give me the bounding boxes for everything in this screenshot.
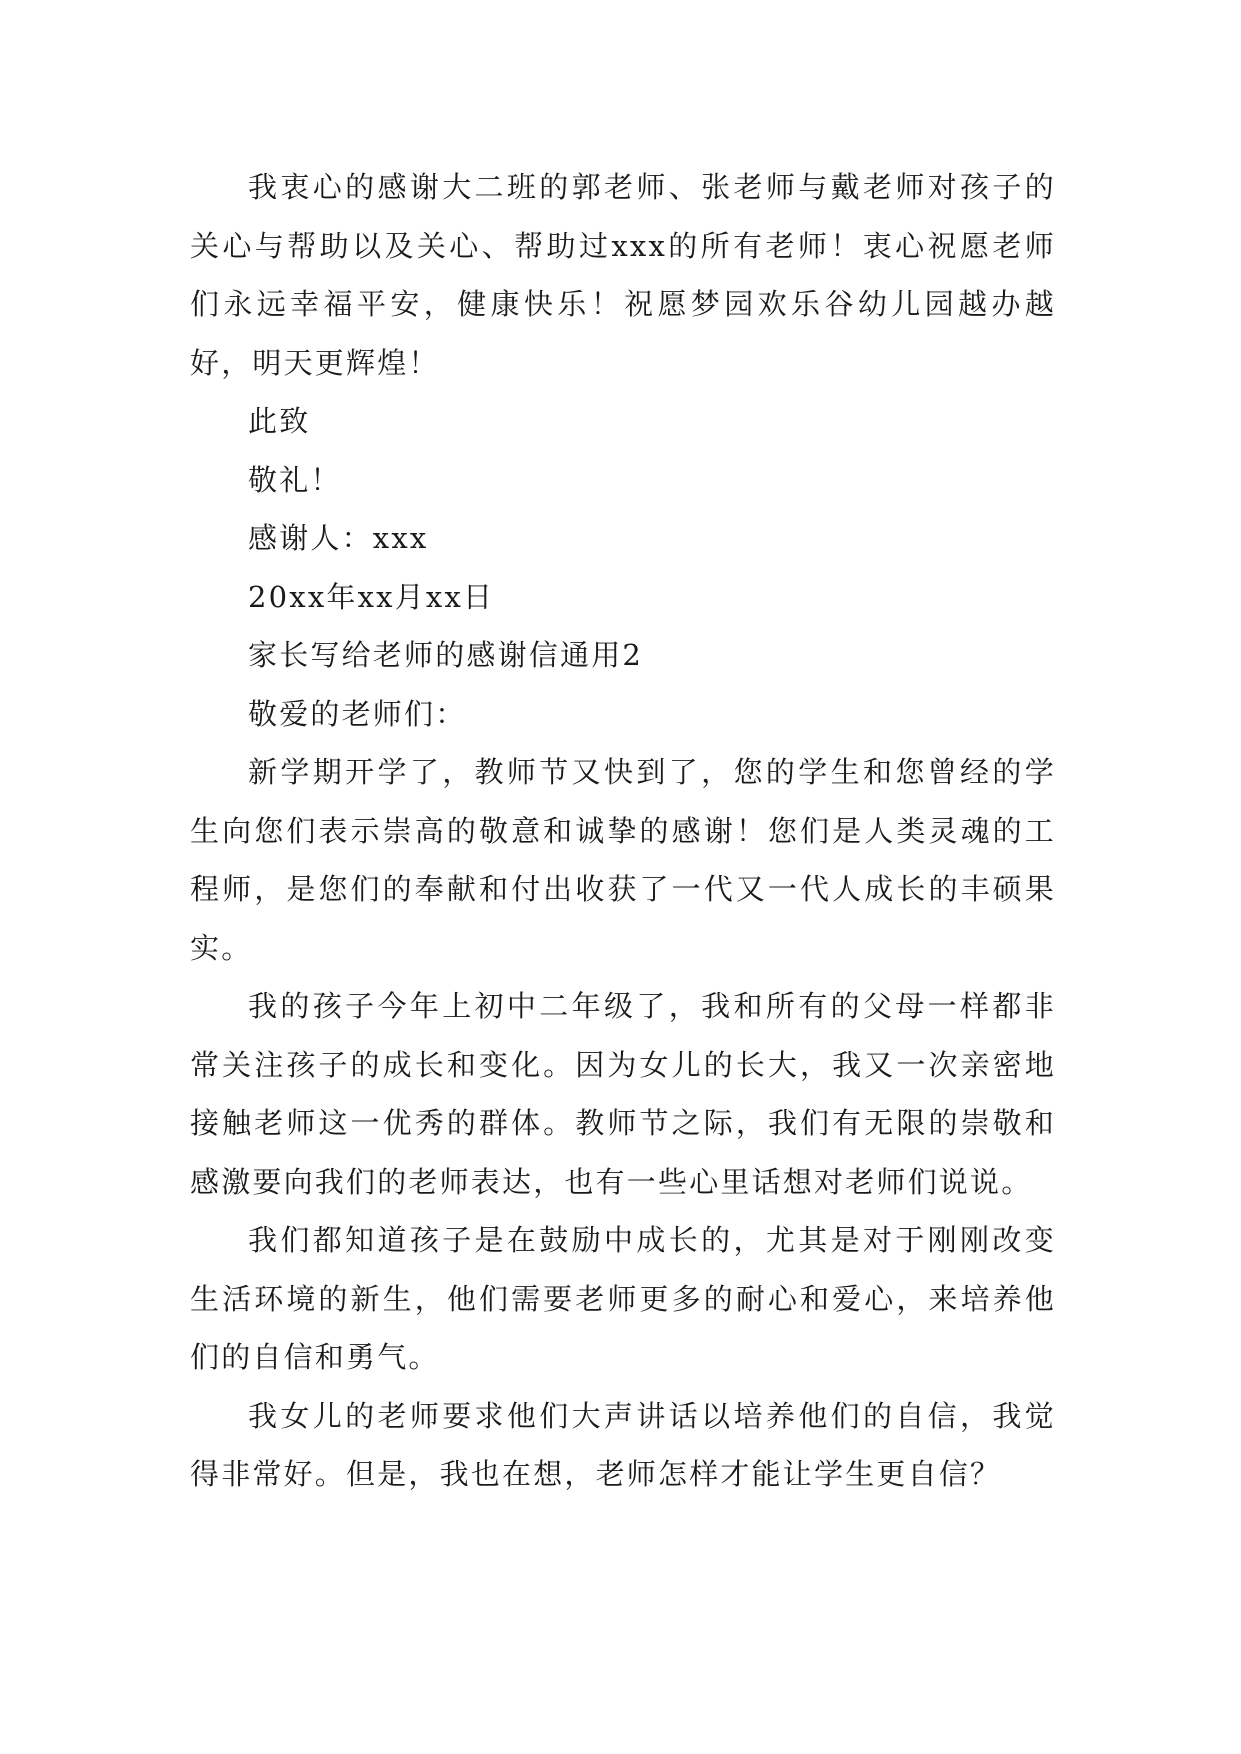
section-title: 家长写给老师的感谢信通用2 xyxy=(248,638,644,672)
closing-jingli: 敬礼！ xyxy=(248,462,342,497)
date-line: 20xx年xx月xx日 xyxy=(248,579,495,614)
salutation: 敬爱的老师们： xyxy=(248,696,467,731)
paragraph-encouragement: 我们都知道孩子是在鼓励中成长的，尤其是对于刚刚改变生活环境的新生，他们需要老师更多的耐心和爱心，来培养他们的自信和勇气。 xyxy=(190,1223,1056,1374)
paragraph-new-term: 新学期开学了，教师节又快到了，您的学生和您曾经的学生向您们表示崇高的敬意和诚挚的感谢！您们是人类灵魂的工程师，是您们的奉献和付出收获了一代又一代人成长的丰硕果实。 xyxy=(190,755,1056,965)
paragraph-child-grade: 我的孩子今年上初中二年级了，我和所有的父母一样都非常关注孩子的成长和变化。因为女儿的长大，我又一次亲密地接触老师这一优秀的群体。教师节之际，我们有无限的崇敬和感激要向我们的老师表达，也有一些心里话想对老师们说说。 xyxy=(190,989,1056,1199)
paragraph-confidence: 我女儿的老师要求他们大声讲话以培养他们的自信，我觉得非常好。但是，我也在想，老师怎样才能让学生更自信？ xyxy=(190,1398,1056,1491)
paragraph-thanks: 我衷心的感谢大二班的郭老师、张老师与戴老师对孩子的关心与帮助以及关心、帮助过xxx的所有老师！衷心祝愿老师们永远幸福平安，健康快乐！祝愿梦园欢乐谷幼儿园越办越好，明天更辉煌！ xyxy=(190,170,1056,380)
closing-cizhi: 此致 xyxy=(248,404,311,438)
signature-line: 感谢人：xxx xyxy=(248,521,429,555)
letter-body xyxy=(190,158,1056,1504)
